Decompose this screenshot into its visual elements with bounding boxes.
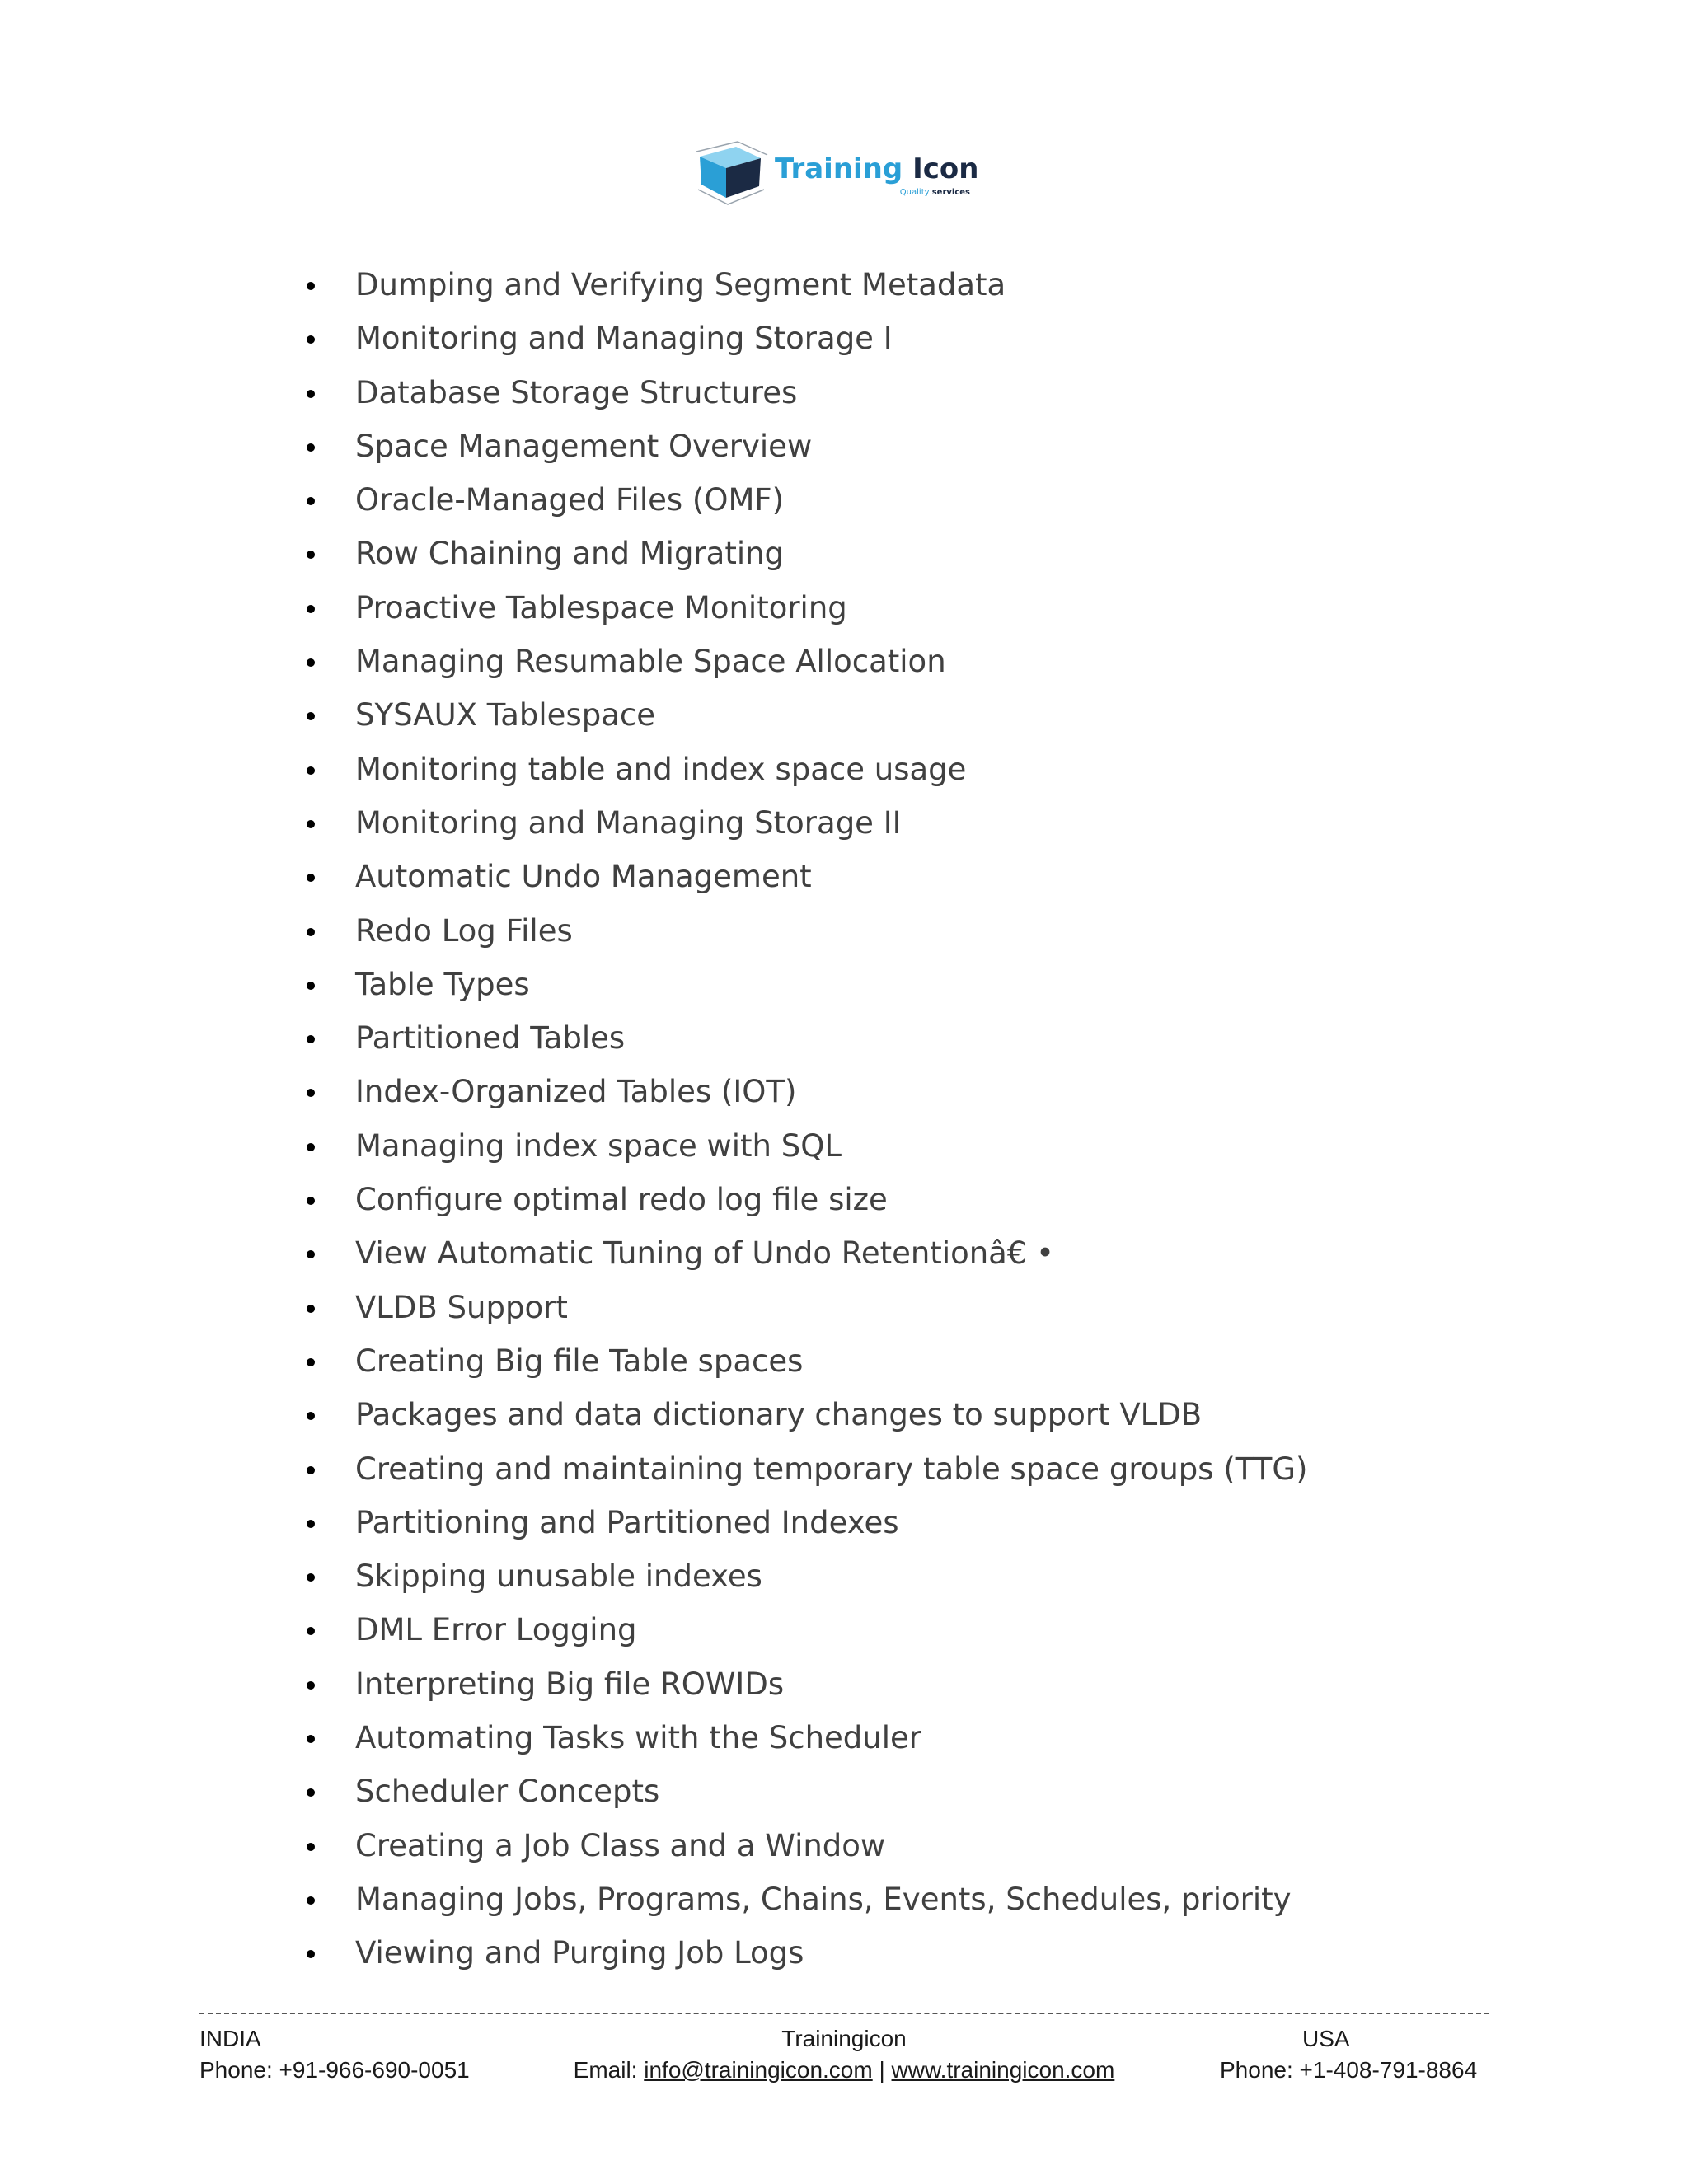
topic-text: View Automatic Tuning of Undo Retentionâ€ • <box>355 1235 1054 1272</box>
topic-text: Proactive Tablespace Monitoring <box>355 589 847 626</box>
bullet-icon <box>307 820 315 828</box>
bullet-icon <box>307 1896 315 1905</box>
topic-list <box>303 258 1307 1980</box>
footer-divider <box>199 2013 1489 2014</box>
topic-list-item <box>303 1281 1307 1334</box>
topic-text: Interpreting Big file ROWIDs <box>355 1666 785 1702</box>
bullet-icon <box>307 1143 315 1151</box>
topic-list-item <box>303 419 1307 473</box>
bullet-icon <box>307 1358 315 1366</box>
topic-text: DML Error Logging <box>355 1612 637 1648</box>
topic-list-item <box>303 1872 1307 1926</box>
bullet-icon <box>307 928 315 936</box>
bullet-icon <box>307 1735 315 1743</box>
topic-text: Partitioned Tables <box>355 1020 626 1057</box>
topic-text: Index-Organized Tables (IOT) <box>355 1074 797 1110</box>
topic-list-item <box>303 1926 1307 1980</box>
topic-text: Automatic Undo Management <box>355 859 812 895</box>
topic-text: Redo Log Files <box>355 912 573 949</box>
topic-list-item <box>303 1119 1307 1173</box>
footer-india-phone: Phone: +91-966-690-0051 <box>199 2057 470 2083</box>
topic-text: Managing index space with SQL <box>355 1127 842 1164</box>
topic-text: Dumping and Verifying Segment Metadata <box>355 267 1006 302</box>
bullet-icon <box>307 1627 315 1635</box>
topic-text: Viewing and Purging Job Logs <box>355 1935 804 1971</box>
topic-list-item <box>303 1226 1307 1280</box>
footer-usa-phone: Phone: +1-408-791-8864 <box>1220 2057 1478 2083</box>
bullet-icon <box>307 1250 315 1258</box>
topic-text: Monitoring and Managing Storage II <box>355 804 902 841</box>
topic-list-item <box>303 366 1307 419</box>
logo-tagline: Quality services <box>899 188 970 197</box>
topic-list-item <box>303 635 1307 688</box>
bullet-icon <box>307 1950 315 1958</box>
topic-list-item <box>303 581 1307 635</box>
topic-text: Packages and data dictionary changes to support VLDB <box>355 1397 1203 1433</box>
training-icon-logo <box>696 140 977 208</box>
topic-list-item <box>303 1173 1307 1226</box>
topic-list-item <box>303 527 1307 580</box>
bullet-icon <box>307 1089 315 1097</box>
topic-list-item <box>303 312 1307 365</box>
topic-text: Skipping unusable indexes <box>355 1558 762 1595</box>
topic-text: Partitioning and Partitioned Indexes <box>355 1504 899 1540</box>
topic-list-item <box>303 688 1307 742</box>
topic-list-item <box>303 904 1307 958</box>
topic-text: Creating Big file Table spaces <box>355 1343 804 1379</box>
topic-list-item <box>303 1657 1307 1711</box>
bullet-icon <box>307 1305 315 1313</box>
bullet-icon <box>307 1788 315 1797</box>
topic-text: Scheduler Concepts <box>355 1774 660 1810</box>
bullet-icon <box>307 1520 315 1528</box>
bullet-icon <box>307 335 315 344</box>
bullet-icon <box>307 1412 315 1420</box>
bullet-icon <box>307 497 315 505</box>
topic-text: Configure optimal redo log file size <box>355 1182 888 1218</box>
topic-text: Creating and maintaining temporary table space groups (TTG) <box>355 1451 1308 1487</box>
bullet-icon <box>307 766 315 775</box>
footer-company-name: Trainingicon <box>781 2026 907 2051</box>
topic-list-item <box>303 743 1307 796</box>
topic-text: Monitoring table and index space usage <box>355 751 967 787</box>
topic-text: Space Management Overview <box>355 428 813 464</box>
bullet-icon <box>307 1681 315 1690</box>
bullet-icon <box>307 1197 315 1205</box>
topic-text: Oracle-Managed Files (OMF) <box>355 482 785 518</box>
topic-list-item <box>303 1819 1307 1872</box>
topic-list-item <box>303 1442 1307 1496</box>
bullet-icon <box>307 1466 315 1474</box>
bullet-icon <box>307 1573 315 1582</box>
topic-text: Table Types <box>355 966 530 1002</box>
page-footer <box>0 2024 1688 2098</box>
bullet-icon <box>307 712 315 720</box>
topic-list-item <box>303 1603 1307 1657</box>
topic-list-item <box>303 1711 1307 1765</box>
topic-list-item <box>303 1011 1307 1065</box>
topic-text: Database Storage Structures <box>355 374 798 410</box>
footer-india-region: INDIA <box>199 2026 261 2051</box>
topic-list-item <box>303 258 1307 312</box>
topic-text: Monitoring and Managing Storage I <box>355 321 893 357</box>
footer-website-link[interactable]: www.trainingicon.com <box>891 2057 1115 2083</box>
topic-text: Managing Resumable Space Allocation <box>355 644 946 680</box>
topic-list-item <box>303 796 1307 850</box>
footer-usa-region: USA <box>1302 2026 1350 2051</box>
bullet-icon <box>307 874 315 882</box>
bullet-icon <box>307 443 315 452</box>
footer-email-label: Email: <box>573 2057 645 2083</box>
topic-text: SYSAUX Tablespace <box>355 697 655 733</box>
topic-list-item <box>303 1065 1307 1118</box>
bullet-icon <box>307 658 315 667</box>
topic-text: Row Chaining and Migrating <box>355 536 785 572</box>
bullet-icon <box>307 1035 315 1043</box>
bullet-icon <box>307 551 315 559</box>
logo-brand-name: Training Icon <box>775 152 979 185</box>
topic-text: Automating Tasks with the Scheduler <box>355 1720 921 1756</box>
bullet-icon <box>307 1843 315 1851</box>
topic-list-item <box>303 473 1307 527</box>
topic-list-item <box>303 1765 1307 1818</box>
bullet-icon <box>307 282 315 290</box>
topic-list-item <box>303 850 1307 903</box>
footer-email-link[interactable]: info@trainingicon.com <box>644 2057 873 2083</box>
topic-text: VLDB Support <box>355 1289 568 1325</box>
topic-text: Managing Jobs, Programs, Chains, Events, Schedules, priority <box>355 1881 1292 1917</box>
bullet-icon <box>307 605 315 613</box>
topic-list-item <box>303 1334 1307 1388</box>
topic-text: Creating a Job Class and a Window <box>355 1827 886 1863</box>
topic-list-item <box>303 958 1307 1011</box>
cube-logo-icon <box>696 140 776 208</box>
footer-separator: | <box>872 2057 892 2083</box>
bullet-icon <box>307 390 315 398</box>
topic-list-item <box>303 1388 1307 1441</box>
bullet-icon <box>307 982 315 990</box>
topic-list-item <box>303 1496 1307 1549</box>
topic-list-item <box>303 1549 1307 1603</box>
